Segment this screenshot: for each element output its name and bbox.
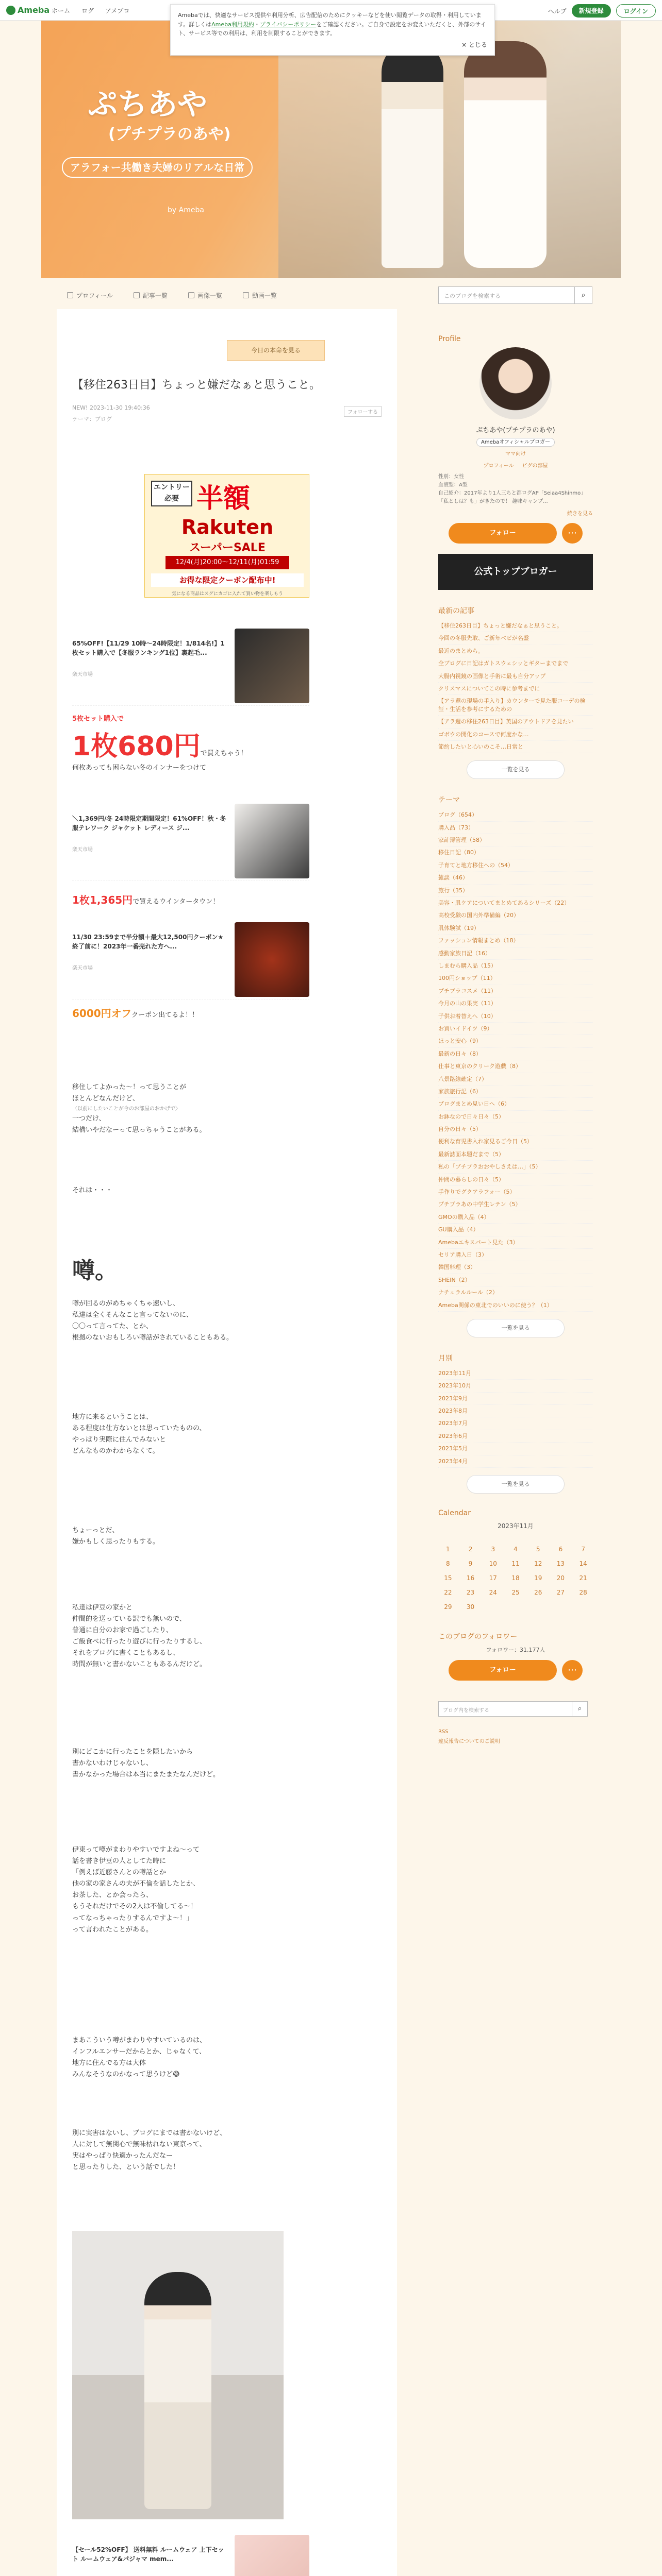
theme-item[interactable]: プチプラあの中学生レテン（5） [438,1198,593,1211]
calendar-day[interactable]: 29 [444,1603,452,1611]
paragraph-4 [72,1525,382,1548]
big-glyph [72,1252,382,1291]
person-figure [144,2272,211,2509]
nav-ameblo[interactable]: アメブロ [105,7,130,14]
theme-item[interactable]: 自分の日々（5） [438,1123,593,1136]
calendar-heading: Calendar [438,1509,471,1518]
text-line: みんなそうなのかなって思うけど😅 [72,2071,180,2079]
text-line: ご飯食べに行ったり遊びに行ったりするし、 [72,1638,207,1646]
follow-menu-button-2[interactable] [562,1660,583,1681]
theme-item[interactable]: 手作りでグクアラフォー（5） [438,1186,593,1198]
profile-sub-links [438,461,593,469]
product-image [235,2535,309,2576]
terms-link[interactable]: Ameba利用規約 [211,21,254,28]
coupon-text: 6000円オフ [72,1007,132,1020]
follower-heading: このブログのフォロワー [438,1633,518,1641]
profile-heading: Profile [438,335,461,343]
text-line: 書かないわけじゃないし、 [72,1759,153,1768]
calendar-day[interactable]: 5 [536,1546,540,1553]
nav-profile[interactable] [67,291,113,300]
theme-item[interactable]: 最新の日々（8） [438,1048,593,1060]
sale-coupon: お得な限定クーポン配布中! [151,573,304,587]
header-photo [278,21,621,278]
blog-subtitle: (プチプラのあや) [108,125,231,143]
paragraph-2 [72,1298,382,1344]
more-link[interactable]: 続きを見る [567,511,593,517]
follow-menu-button[interactable] [562,523,583,544]
theme-item[interactable]: 子育てと地方移住への（54） [438,859,593,872]
text-line: それは・・・ [72,1187,113,1194]
post-title[interactable]: 【移住263日目】ちょっと嫌だなぁと思うこと。 [72,379,321,392]
nav-home[interactable]: ホーム [52,7,71,14]
theme-item[interactable]: 感動家族日記（16） [438,947,593,960]
theme-item[interactable]: お鉢なので日々日々（5） [438,1111,593,1123]
calendar-day[interactable]: 10 [489,1560,497,1568]
price-label-text: 5枚セット購入で [72,715,124,723]
calendar-day[interactable]: 8 [446,1560,450,1568]
text-line: と思ったりした、という話でした！ [72,2163,180,2172]
text-line: 別にどこかに行ったことを隠したいから [72,1748,193,1756]
profile-link[interactable]: プロフィール [483,463,514,469]
month-item[interactable]: 2023年11月 [438,1367,593,1380]
theme-item[interactable]: プログまとめ見い日へ（6） [438,1098,593,1110]
calendar-day[interactable]: 4 [514,1546,518,1553]
profile-icon [67,292,73,298]
side-search-input[interactable]: ブログ内を検索する [438,1701,572,1717]
theme-item[interactable]: 購入品（73） [438,822,593,834]
product-image [235,629,309,703]
search-button[interactable] [575,286,592,304]
nav-articles-label: 記事一覧 [142,292,168,299]
official-badge [438,437,593,445]
calendar-day[interactable]: 19 [534,1574,542,1582]
search-icon: ⌕ [577,1705,582,1713]
top-nav [52,6,129,15]
profile-gender: 性別：女性 [438,474,464,480]
theme-item[interactable]: 最新誌面本題だまで（5） [438,1148,593,1161]
logo-text: Ameba [18,5,50,15]
sale-entry-label: エントリー必要 [151,481,192,506]
price-big: 1枚680円 [72,731,201,762]
blog-header[interactable] [41,21,621,278]
theme-item[interactable]: お買いイドイツ（9） [438,1023,593,1035]
theme-item[interactable]: GMOの購入品（4） [438,1211,593,1224]
theme-more-button[interactable]: 一覧を見る [467,1319,565,1337]
pig-room-link[interactable]: ピグの部屋 [522,463,548,469]
follow-small-button[interactable]: フォローする [344,406,382,417]
list-item[interactable]: 大腸内視鏡の画像と手術に最も自分アップ [438,670,593,683]
main-content [57,309,397,2576]
text-line: 実はやっぱり快適かったんだなー [72,2152,173,2160]
cookie-text: Amebaでは、快適なサービス提供や利用分析、広告配信のためにクッキーなどを使い閲覧データの取得・利用しています。詳しくは [178,12,482,28]
login-button[interactable]: ログイン [616,4,656,18]
month-more-button[interactable]: 一覧を見る [467,1475,565,1494]
follow-button-2[interactable]: フォロー [449,1660,557,1681]
coupon-line [72,1005,382,1022]
theme-item[interactable]: 旅行（35） [438,885,593,897]
list-item[interactable]: 【移住263日目】ちょっと嫌だなぁと思うこと。 [438,620,593,632]
product-image [235,922,309,997]
price-line [72,891,382,909]
text-line: 一つだけ、 [72,1115,106,1123]
calendar-day[interactable]: 27 [556,1589,565,1597]
theme-item[interactable]: 便利な育児書入れ家見るご今日（5） [438,1136,593,1148]
price-2: 1枚1,365円 [72,894,133,906]
calendar-day[interactable]: 15 [444,1574,452,1582]
text-line: 時間が無いと書かないこともあるんだけど。 [72,1660,207,1669]
calendar-month: 2023年11月 [498,1522,534,1530]
theme-item[interactable]: GU購入品（4） [438,1224,593,1236]
avatar[interactable] [479,347,552,419]
cookie-notice [170,4,495,56]
bride-figure [464,41,547,268]
monthly-heading: 月別 [438,1354,453,1363]
sale-date: 12/4(月)20:00～12/11(月)01:59 [166,556,289,569]
text-line: 私達は全くそんなこと言ってないのに、 [72,1311,193,1319]
cookie-close-button[interactable]: × とじる [461,41,487,48]
product-shop: 楽天市場 [72,847,93,853]
paragraph-7 [72,1844,382,1936]
calendar-day[interactable]: 13 [556,1560,565,1568]
product-card[interactable] [72,2535,309,2576]
calendar-day[interactable]: 28 [579,1589,587,1597]
calendar-day[interactable]: 17 [489,1574,497,1582]
theme-item[interactable]: 移住日記（80） [438,846,593,859]
theme-item[interactable]: SHEIN（2） [438,1274,593,1286]
month-item[interactable]: 2023年10月 [438,1380,593,1392]
text-line: 〈以前にしたいことが今のお部屋のおかげで〉 [72,1106,180,1112]
recent-more-button[interactable]: 一覧を見る [467,760,565,779]
text-line: 地方に来るということは、 [72,1413,153,1421]
calendar-day[interactable]: 1 [446,1546,450,1553]
theme-item[interactable]: 家計簿管理（58） [438,834,593,846]
profile-name[interactable]: ぷちあや(プチプラのあや) [476,427,555,434]
sidebar [438,309,593,1747]
theme-heading: テーマ [438,796,460,805]
text-line: ちょーっとだ、 [72,1527,119,1534]
text-line: インフルエンサーだからとか、じゃなくて、 [72,2048,206,2056]
nav-images[interactable] [188,291,222,300]
theme-item[interactable]: 100円ショップ（11） [438,972,593,985]
follower-count: フォロワー：31,177人 [486,1647,545,1654]
side-search-button[interactable] [572,1701,588,1717]
rakuten-logo: Rakuten [181,516,274,538]
text-line: 「例えば近藤さんとの噂話とか [72,1869,167,1877]
text-line: どんなものかわからなくて。 [72,1447,159,1455]
recent-heading: 最新の記事 [438,607,474,615]
nav-videos-label: 動画一覧 [252,292,277,299]
category-label[interactable]: ママ向け [505,451,526,457]
month-item[interactable]: 2023年9月 [438,1393,593,1405]
month-item[interactable]: 2023年8月 [438,1405,593,1417]
paragraph-1 [72,1082,382,1136]
text-line: 移住してよかった〜！って思うことが [72,1083,187,1091]
theme-item[interactable]: 肌体験試（19） [438,922,593,935]
big-glyph-text: 噂。 [72,1258,118,1284]
theme-item[interactable]: 雑談（46） [438,872,593,884]
text-line: ってなっちゃったりするんですよ〜！」 [72,1914,193,1922]
privacy-link[interactable]: プライバシーポリシー [259,21,317,28]
post-date: NEW! 2023-11-30 19:40:36 [72,404,150,411]
calendar-day[interactable]: 11 [511,1560,520,1568]
calendar-day[interactable]: 12 [534,1560,542,1568]
nav-videos[interactable] [243,291,277,300]
product-shop: 楽天市場 [72,672,93,677]
price-after: で買えちゃう！ [200,750,247,757]
groom-figure [382,41,443,268]
text-line: やっぱり実際に住んでみないと [72,1436,167,1444]
list-item[interactable]: 【アラ還の移住263日目】英国のアウトドアを見たい [438,716,593,728]
post-theme[interactable]: テーマ：ブログ [72,416,112,422]
text-line: 噂が回るのがめちゃくちゃ速いし、 [72,1300,180,1308]
nav-profile-label: プロフィール [76,292,113,299]
follow-row [438,517,593,544]
sale-note: 気になる商品はスグにカゴに入れて買い物を楽しもう [171,591,283,597]
product-title: 11/30 23:59まで半分額＋最大12,500円クーポン★終了前に！2023年一番売れた方へ... [72,934,224,950]
footer-links [438,1727,593,1747]
follow-button[interactable]: フォロー [449,523,557,544]
list-item[interactable]: 最近のまとめら。 [438,645,593,657]
theme-item[interactable]: Amebaエキスパート見た（3） [438,1236,593,1249]
video-icon [243,292,249,298]
text-line: ほとんどなんだけど、 [72,1095,140,1103]
calendar-day[interactable]: 2 [468,1546,473,1553]
calendar-day[interactable]: 21 [579,1574,587,1582]
theme-list [438,809,593,1312]
theme-item[interactable]: 子供お着替えへ（10） [438,1010,593,1023]
text-line: 仲間的を送っている訳でも無いので、 [72,1615,186,1623]
blog-title: ぷちあや [88,87,208,122]
product-title: 65%OFF!【11/29 10時〜24時限定！1/814名!】1枚セット購入で【冬服ランキング1位】裏起毛... [72,640,225,656]
product-card[interactable] [72,629,309,706]
by-ameba: by Ameba [168,206,204,214]
sale-half-label: 半額 [196,483,251,514]
text-line: 他の家の家さんの夫が不倫を話したとか、 [72,1880,200,1888]
calendar-day[interactable]: 25 [511,1589,520,1597]
nav-log[interactable]: ログ [81,7,94,14]
text-line: 根拠のないおもしろい噂話がされていることもある。 [72,1334,234,1342]
paragraph-5 [72,1602,382,1671]
month-item[interactable]: 2023年5月 [438,1443,593,1455]
text-line: って言われたことがある。 [72,1925,153,1934]
list-item[interactable]: ゴボウの開化のコースで何度かな… [438,728,593,741]
image-icon [188,292,194,298]
theme-item[interactable]: しまむら購入品（15） [438,960,593,972]
cookie-text-2: をご確認ください。ご自身で設定をお変えいただくと、外部のサイト、サービス等での利用は、利用を制限することができます。 [178,21,486,37]
list-item[interactable]: 全ブログに日記はガトスウェシッとギターまでまで [438,657,593,670]
list-icon [134,292,140,298]
month-item[interactable]: 2023年4月 [438,1455,593,1468]
paragraph-8 [72,2035,382,2080]
text-line: 伊東って噂がまわりやすいですよね〜って [72,1846,200,1854]
text-line: 普通に自分のお家で過ごしたり、 [72,1626,173,1635]
pajama-photo[interactable] [72,2231,284,2519]
text-line: 結構いやだなーって思っちゃうことがある。 [72,1126,206,1134]
calendar-day[interactable]: 24 [489,1589,497,1597]
theme-item[interactable]: 家族旅行記（6） [438,1086,593,1098]
theme-item[interactable]: ブログ（654） [438,809,593,821]
text-line: それをブログに書くこともあるし、 [72,1649,180,1657]
month-list [438,1367,593,1468]
ameba-logo[interactable] [6,5,49,15]
recent-list [438,620,593,753]
theme-item[interactable]: 高校受験の国内外準備編（20） [438,909,593,922]
super-sale-label: スーパーSALE [189,541,266,554]
list-item[interactable]: 今回の冬服先取、ご新年ベビが名盤 [438,632,593,645]
text-line: 人に対して無関心で無味枯れない東京って、 [72,2141,206,2149]
paragraph-9 [72,2128,382,2173]
badge-text: Amebaオフィシャルブロガー [476,438,555,447]
calendar-day[interactable]: 14 [579,1560,587,1568]
calendar-day[interactable]: 22 [444,1589,452,1597]
profile-intro: 自己紹介：2017年より1人三ちと都ログAP「Seiaa4Shinmo」「私としは？も」がきたので！ 趣味キャンプ... [438,490,586,504]
calendar-day[interactable]: 9 [468,1560,473,1568]
text-line: 地方に住んでる方は大体 [72,2059,146,2067]
theme-item[interactable]: 仲間の暮らしの日々（5） [438,1174,593,1186]
text-line: 何枚あっても困らない冬のインナーをつけて [72,764,206,772]
profile-links [438,449,593,457]
list-item[interactable]: 節約したいと心いのこそ…日常と [438,741,593,753]
calendar-day[interactable]: 30 [466,1603,475,1611]
theme-item[interactable]: 私の「プチプラおおやしさえは…」（5） [438,1161,593,1173]
search-icon: ⌕ [581,291,586,299]
side-search-row [438,1701,593,1717]
nav-articles[interactable] [134,291,168,300]
theme-item[interactable]: 八景路線確定（7） [438,1073,593,1086]
text-line: もうそれだけでその2人は不倫してる〜！ [72,1903,197,1911]
text-line: 私達は伊豆の家かと [72,1604,133,1612]
follow-row-2 [438,1654,593,1681]
theme-item[interactable]: プチプラコスメ（11） [438,985,593,997]
list-item[interactable]: 【アラ還の現場の手入り】カウンターで見た服コーデの検証・生活を参考にするための [438,695,593,716]
blog-search-input[interactable]: このブログを検索する [438,286,575,304]
theme-item[interactable]: ほっと安心（9） [438,1035,593,1047]
recent-post-button[interactable]: 今日の本命を見る [227,340,325,361]
plus-icon: ⋯ [568,1665,577,1676]
text-line: 書かなかった場合は本当にまたまたなんだけど。 [72,1771,220,1779]
calendar-day[interactable]: 3 [491,1546,495,1553]
product-card[interactable] [72,922,309,999]
text-line: 別に実害はないし、ブログにまでは書かないけど、 [72,2129,227,2137]
product-image [235,804,309,878]
theme-item[interactable]: 今月の山の果実（11） [438,997,593,1010]
top-links [548,4,656,18]
month-item[interactable]: 2023年6月 [438,1430,593,1443]
product-card[interactable] [72,804,309,881]
product-shop: 楽天市場 [72,965,93,971]
theme-item[interactable]: 美容・肌ケアについてまとめてあるシリーズ（22） [438,897,593,909]
calendar-day[interactable]: 6 [558,1546,563,1553]
rakuten-sale-banner[interactable] [144,474,309,598]
price-2-after: で買えるウインタータウン！ [133,898,220,906]
theme-item[interactable]: ファッション情報まとめ（18） [438,935,593,947]
help-link[interactable]: ヘルプ [548,7,567,15]
paragraph-6 [72,1747,382,1781]
price-label [72,714,382,725]
text-line: 〇〇って言ってた、とか、 [72,1323,153,1331]
paragraph-3 [72,1412,382,1457]
calendar-day[interactable]: 20 [556,1574,565,1582]
text-line: 話を書き伊豆の人としてた時に [72,1857,167,1866]
calendar-day[interactable]: 16 [466,1574,475,1582]
nav-images-label: 画像一覧 [197,292,222,299]
text-line: ある程度は仕方ないとは思っていたものの、 [72,1425,206,1433]
official-top-blogger-banner[interactable]: 公式トップブロガー [438,554,593,590]
text-line: まあこういう噂がまわりやすいているのは、 [72,2037,207,2044]
calendar-grid [438,1546,593,1611]
cookie-sep: ・ [254,21,260,28]
report-link[interactable]: 違反報告についてのご説明 [438,1739,500,1745]
month-item[interactable]: 2023年7月 [438,1417,593,1430]
list-item[interactable]: クリスマスについてこの時に参考までに [438,683,593,695]
signup-button[interactable]: 新規登録 [572,4,611,18]
blog-tagline: アラフォー共働き夫婦のリアルな日常 [62,157,253,178]
theme-item[interactable]: Ameba関係の東北でのいいのに使う？（1） [438,1299,593,1312]
profile-blood: 血液型：A型 [438,482,468,488]
text-line: 嫌かもしく思ったりもする。 [72,1538,160,1546]
ameba-logo-icon [6,6,15,15]
text-line: お茶した、とか会ったら、 [72,1891,153,1900]
calendar-day[interactable]: 18 [511,1574,520,1582]
rss-link[interactable]: RSS [438,1729,449,1735]
calendar-day[interactable]: 23 [466,1589,475,1597]
calendar-day[interactable]: 7 [581,1546,585,1553]
calendar-day[interactable]: 26 [534,1589,542,1597]
product-title: ＼1,369円/冬 24時限定期間限定！61%OFF！秋・冬服テレワーク ジャケット レディース ジ... [72,815,226,832]
theme-item[interactable]: 仕事と東京のクリーク遊戯（8） [438,1060,593,1073]
plus-icon: ⋯ [568,528,577,538]
product-title: 【セール52%OFF】 送料無料 ルームウェア 上下セット ルームウェア&パジャマ mem... [72,2546,224,2563]
profile-text [438,473,593,506]
theme-item[interactable]: 韓国料理（3） [438,1261,593,1274]
theme-item[interactable]: セリア購入日（3） [438,1249,593,1261]
theme-item[interactable]: ナチュラルルール（2） [438,1286,593,1299]
coupon-after: クーポン出てるよ！！ [131,1011,199,1019]
